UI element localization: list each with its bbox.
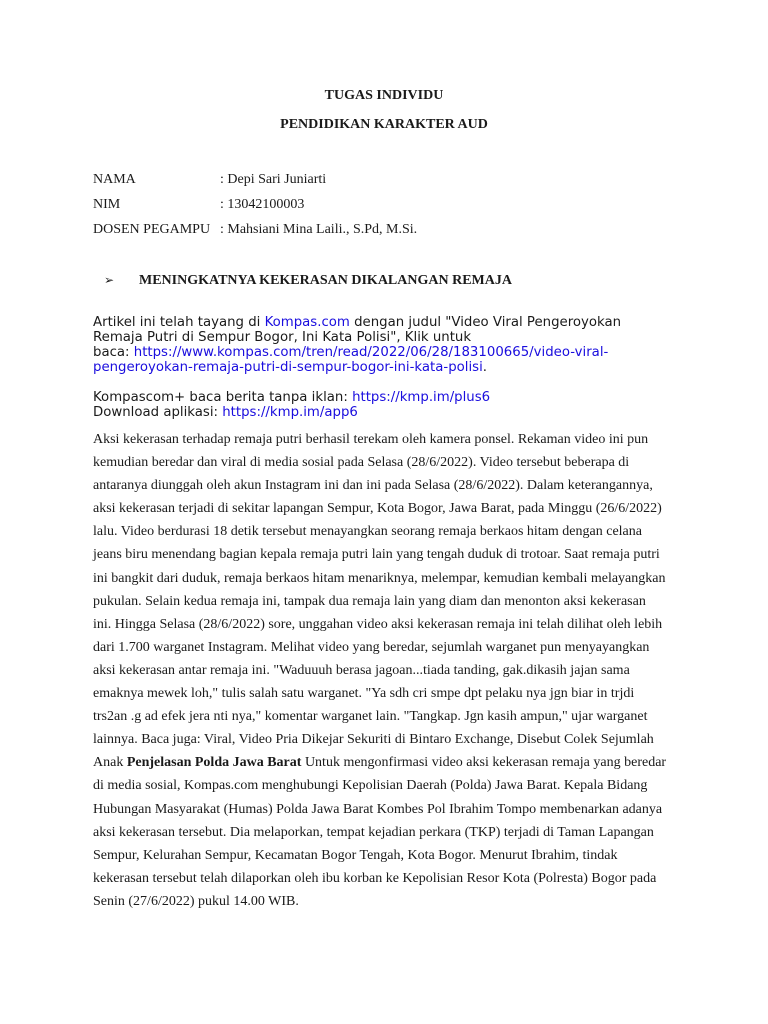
nim-value: : 13042100003 (220, 197, 305, 212)
body-line: jeans biru menendang bagian kepala remaja putri lain yang tengah duduk di trotoar. Saat remaja putri (93, 547, 660, 563)
section-heading (104, 273, 512, 289)
body-line: emaknya mewek loh," tulis salah satu warganet. "Ya sdh cri smpe dpt pelaku nya jgn biar in trjdi (93, 686, 635, 702)
section-heading-text: MENINGKATNYA KEKERASAN DIKALANGAN REMAJA (139, 273, 512, 288)
body-text: Untuk mengonfirmasi video aksi kekerasan remaja yang beredar (301, 755, 667, 771)
article-link[interactable]: https://www.kompas.com/tren/read/2022/06/28/183100665/video-viral- (133, 345, 609, 360)
source-line-2: Remaja Putri di Sempur Bogor, Ini Kata Polisi", Klik untuk (93, 330, 472, 345)
lecturer-row (93, 222, 417, 238)
body-line: aksi kekerasan terjadi di sekitar lapangan Sempur, Kota Bogor, Jawa Barat, pada Minggu (26/6/2022) (93, 501, 662, 517)
app-link[interactable]: https://kmp.im/app6 (222, 405, 358, 420)
source-text: Artikel ini telah tayang di (93, 315, 265, 330)
source-text: . (482, 360, 488, 375)
document-subtitle: PENDIDIKAN KARAKTER AUD (280, 117, 488, 132)
body-line-subheading (93, 751, 678, 774)
body-line: Aksi kekerasan terhadap remaja putri berhasil terekam oleh kamera ponsel. Rekaman video ini pun (93, 432, 649, 447)
source-note (93, 315, 678, 375)
body-line: trs2an .g ad efek jera nti nya," komentar warganet lain. "Tangkap. Jgn kasih ampun," ujar warganet (93, 709, 648, 725)
body-line: Senin (27/6/2022) pukul 14.00 WIB. (93, 893, 299, 909)
source-line-4 (93, 360, 678, 375)
name-row (93, 172, 326, 188)
body-line: di media sosial, Kompas.com menghubungi Kepolisian Daerah (Polda) Jawa Barat. Kepala Bidang (93, 778, 648, 794)
body-line: aksi kekerasan tersebut. Dia melaporkan, tempat kejadian perkara (TKP) terjadi di Taman Lapangan (93, 824, 654, 840)
arrow-bullet-icon: ➢ (104, 273, 115, 287)
nim-row (93, 197, 304, 213)
name-value: : Depi Sari Juniarti (220, 172, 327, 187)
body-line: Sempur, Kelurahan Sempur, Kecamatan Bogor Tengah, Kota Bogor. Menurut Ibrahim, tindak (93, 847, 618, 863)
plus-link[interactable]: https://kmp.im/plus6 (352, 390, 491, 405)
body-line: aksi kekerasan antar remaja ini. "Waduuuh berasa jagoan...tiada tanding, gak.dikasih jajan sama (93, 662, 630, 678)
body-line: Hubungan Masyarakat (Humas) Polda Jawa Barat Kombes Pol Ibrahim Tompo membenarkan adanya (93, 801, 663, 817)
body-line: lainnya. Baca juga: Viral, Video Pria Dikejar Sekuriti di Bintaro Exchange, Disebut Colek Sejumlah (93, 732, 654, 748)
promo-line-1 (93, 390, 678, 405)
document-title: TUGAS INDIVIDU (324, 88, 444, 103)
body-line: antaranya diunggah oleh akun Instagram ini dan ini pada Selasa (28/6/2022). Dalam keterangannya, (93, 478, 653, 494)
source-text: baca: (93, 345, 134, 360)
body-line: lalu. Video berdurasi 18 detik tersebut menayangkan seorang remaja berkaos hitam dengan celana (93, 524, 642, 540)
promo-note (93, 390, 678, 420)
body-line: ini bangkit dari duduk, remaja berkaos hitam menariknya, melempar, kemudian kembali melayangkan (93, 570, 666, 586)
article-body (93, 428, 678, 913)
promo-line-2 (93, 405, 678, 420)
lecturer-label: DOSEN PEGAMPU (93, 222, 211, 237)
nim-label: NIM (93, 197, 121, 212)
kompas-link[interactable]: Kompas.com (264, 315, 350, 330)
lecturer-value: : Mahsiani Mina Laili., S.Pd, M.Si. (220, 222, 418, 237)
body-text: Anak (93, 755, 127, 771)
promo-text: Kompascom+ baca berita tanpa iklan: (93, 390, 353, 405)
body-line: ini. Hingga Selasa (28/6/2022) sore, unggahan video aksi kekerasan remaja ini telah dilihat oleh lebih (93, 616, 663, 632)
body-line: kemudian beredar dan viral di media sosial pada Selasa (28/6/2022). Video tersebut beberapa di (93, 455, 630, 471)
body-line: pukulan. Selain kedua remaja ini, tampak dua remaja lain yang diam dan menonton aksi kekerasan (93, 593, 646, 609)
source-line-3 (93, 345, 678, 360)
body-line: kekerasan tersebut telah dilaporkan oleh ibu korban ke Kepolisian Resor Kota (Polresta) Bogor pada (93, 870, 657, 886)
article-link-continued[interactable]: pengeroyokan-remaja-putri-di-sempur-bogor-ini-kata-polisi (93, 360, 483, 375)
subheading-polda: Penjelasan Polda Jawa Barat (126, 755, 302, 771)
source-text: dengan judul "Video Viral Pengeroyokan (349, 315, 622, 330)
source-line-1 (93, 315, 678, 330)
name-label: NAMA (93, 172, 136, 187)
body-line: dari 1.700 warganet Instagram. Melihat video yang beredar, sejumlah warganet pun menyayangkan (93, 639, 650, 655)
promo-text: Download aplikasi: (93, 405, 223, 420)
